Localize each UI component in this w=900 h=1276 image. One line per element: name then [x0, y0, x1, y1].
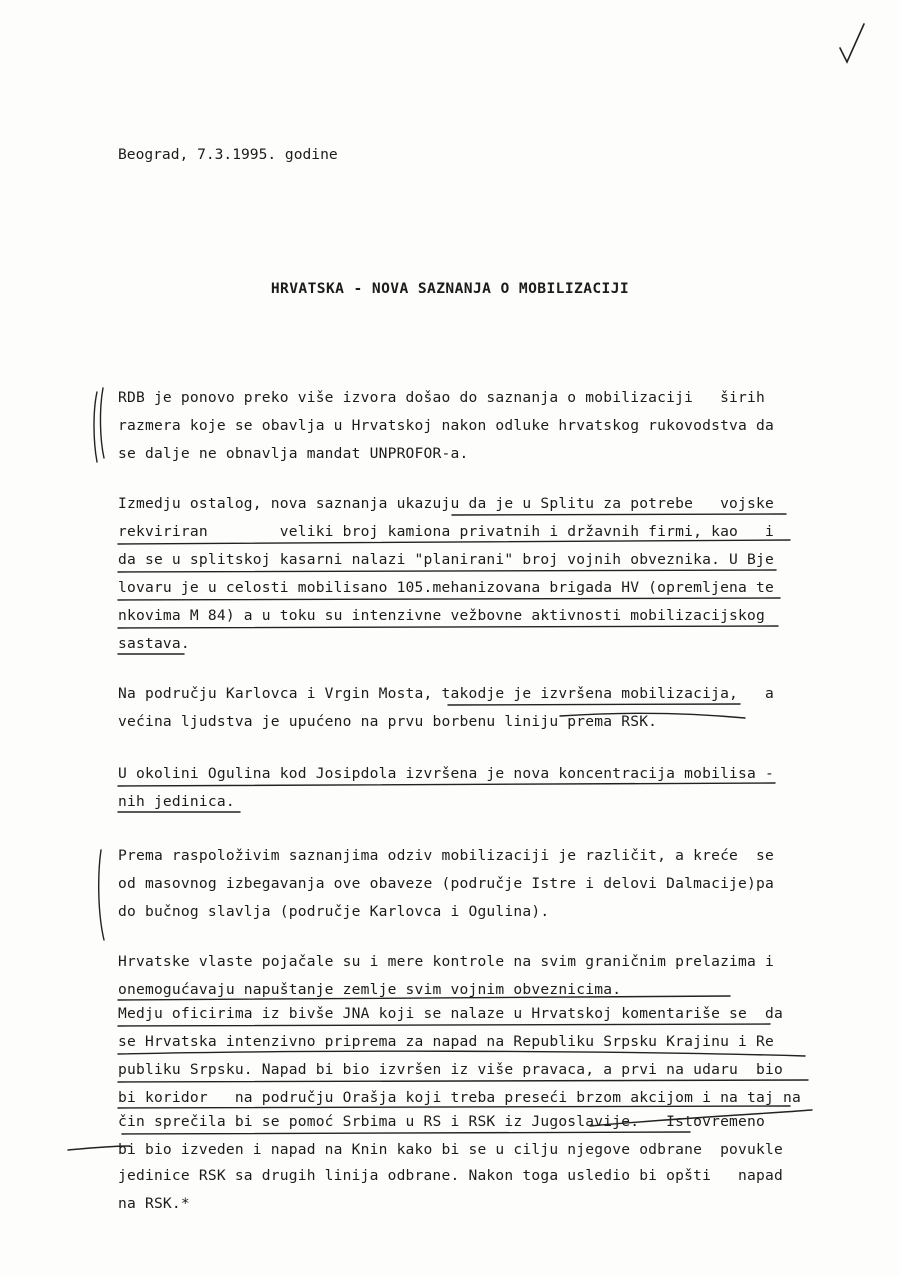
text-line: se Hrvatska intenzivno priprema za napad na Republiku Srpsku Krajinu i Re — [118, 1033, 774, 1050]
document-date: Beograd, 7.3.1995. godine — [118, 146, 338, 163]
text-line: RDB je ponovo preko više izvora došao do saznanja o mobilizaciji širih — [118, 389, 766, 406]
text-line: čin sprečila bi se pomoć Srbima u RS i RSK iz Jugoslavije. Istovremeno — [118, 1113, 766, 1130]
text-line: nih jedinica. — [118, 793, 235, 810]
text-line: se dalje ne obnavlja mandat UNPROFOR-a. — [118, 445, 469, 462]
underline — [122, 1132, 690, 1134]
text-line: rekviriran veliki broj kamiona privatnih i državnih firmi, kao i — [118, 523, 774, 540]
underline — [118, 598, 780, 600]
text-line: Izmedju ostalog, nova saznanja ukazuju da je u Splitu za potrebe vojske — [118, 495, 774, 512]
text-line: nkovima M 84) a u toku su intenzivne vežbovne aktivnosti mobilizacijskog — [118, 607, 766, 624]
text-line: bi koridor na području Orašja koji treba preseći brzom akcijom i na taj na — [118, 1089, 801, 1106]
text-line: U okolini Ogulina kod Josipdola izvršena je nova koncentracija mobilisa - — [118, 765, 774, 782]
text-line: jedinice RSK sa drugih linija odbrane. Nakon toga usledio bi opšti napad — [118, 1167, 783, 1184]
text-line: lovaru je u celosti mobilisano 105.mehanizovana brigada HV (opremljena te — [118, 579, 774, 596]
text-line: publiku Srpsku. Napad bi bio izvršen iz više pravaca, a prvi na udaru bio — [118, 1061, 783, 1078]
text-line: Na području Karlovca i Vrgin Mosta, takodje je izvršena mobilizacija, a — [118, 685, 774, 702]
underline — [448, 704, 740, 705]
underline — [118, 626, 778, 628]
checkmark-icon — [838, 22, 866, 66]
underline — [118, 1080, 808, 1082]
text-line: bi bio izveden i napad na Knin kako bi se u cilju njegove odbrane povukle — [118, 1141, 783, 1158]
text-line: od masovnog izbegavanja ove obaveze (područje Istre i delovi Dalmacije)pa — [118, 875, 774, 892]
margin-bracket — [99, 850, 104, 940]
margin-bracket — [94, 392, 97, 462]
text-line: sastava. — [118, 635, 190, 652]
text-line: da se u splitskoj kasarni nalazi "planirani" broj vojnih obveznika. U Bje — [118, 551, 774, 568]
text-line: do bučnog slavlja (područje Karlovca i Ogulina). — [118, 903, 550, 920]
text-line: većina ljudstva je upućeno na prvu borbenu liniju prema RSK. — [118, 713, 658, 730]
underline — [118, 1024, 770, 1026]
underline — [452, 514, 786, 515]
margin-bracket — [100, 388, 104, 458]
document-title: HRVATSKA - NOVA SAZNANJA O MOBILIZACIJI — [270, 280, 630, 297]
text-line: Hrvatske vlaste pojačale su i mere kontrole na svim graničnim prelazima i — [118, 953, 774, 970]
text-line: na RSK.* — [118, 1195, 190, 1212]
underline — [118, 570, 776, 572]
text-line: onemogućavaju napuštanje zemlje svim vojnim obveznicima. — [118, 981, 622, 998]
text-line: razmera koje se obavlja u Hrvatskoj nakon odluke hrvatskog rukovodstva da — [118, 417, 774, 434]
text-line: Prema raspoloživim saznanjima odziv mobilizaciji je različit, a kreće se — [118, 847, 774, 864]
text-line: Medju oficirima iz bivše JNA koji se nalaze u Hrvatskoj komentariše se da — [118, 1005, 783, 1022]
